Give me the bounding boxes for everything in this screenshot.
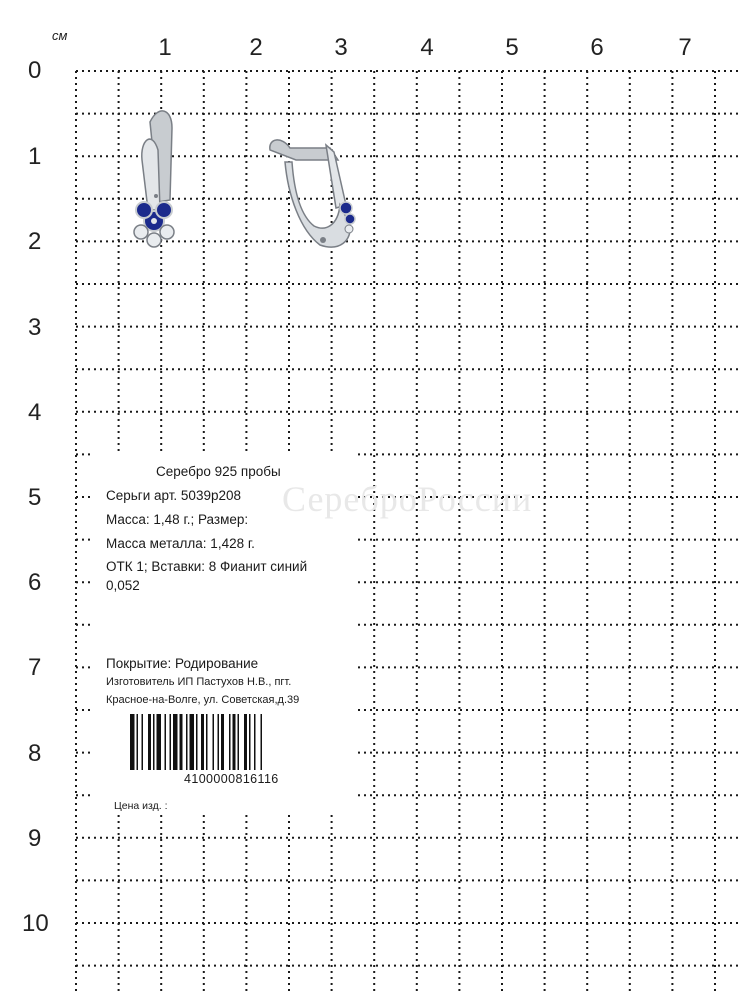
barcode-bar <box>153 714 155 770</box>
barcode-bar <box>130 714 135 770</box>
barcode-bar <box>221 714 224 770</box>
tag-inserts: ОТК 1; Вставки: 8 Фианит синий <box>106 559 308 574</box>
tag-maker-line2: Красное-на-Волге, ул. Советская,д.39 <box>106 694 300 706</box>
ruler-y-tick: 6 <box>28 569 42 596</box>
tag-article: Серьги арт. 5039р208 <box>106 488 241 503</box>
barcode-bar <box>190 714 195 770</box>
earring-front-view <box>134 111 174 247</box>
ruler-y-tick: 7 <box>28 654 42 681</box>
ruler-x-tick: 6 <box>590 34 604 61</box>
ruler-y-tick: 9 <box>28 825 42 852</box>
tag-title: Серебро 925 пробы <box>156 464 281 479</box>
barcode-bar <box>170 714 172 770</box>
barcode-bar <box>165 714 167 770</box>
tag-coating: Покрытие: Родирование <box>106 656 259 671</box>
ruler-x-tick: 1 <box>158 34 172 61</box>
barcode-bar <box>218 714 220 770</box>
watermark: СереброРоссии <box>282 479 533 519</box>
tag-metal-mass: Масса металла: 1,428 г. <box>106 536 255 551</box>
ruler-x-tick: 5 <box>505 34 519 61</box>
ruler-y-tick: 0 <box>28 57 42 84</box>
barcode-bar <box>254 714 256 770</box>
barcode-bar <box>249 714 251 770</box>
price-label: Цена изд. : <box>114 800 168 812</box>
earring-side-view <box>270 140 355 247</box>
barcode-bar <box>201 714 204 770</box>
barcode-bar <box>196 714 198 770</box>
barcode-bar <box>233 714 236 770</box>
barcode-bar <box>142 714 144 770</box>
barcode-bar <box>213 714 215 770</box>
barcode-bar <box>206 714 208 770</box>
barcode-bar <box>137 714 139 770</box>
barcode-bar <box>148 714 151 770</box>
tag-mass: Масса: 1,48 г.; Размер: <box>106 512 249 527</box>
barcode-bar <box>261 714 263 770</box>
unit-label: см <box>52 28 68 43</box>
barcode <box>130 714 348 770</box>
ruler-x-tick: 3 <box>334 34 348 61</box>
ruler-y-tick: 8 <box>28 740 42 767</box>
barcode-bar <box>180 714 183 770</box>
ruler-x-tick: 4 <box>420 34 434 61</box>
ruler-y-tick: 4 <box>28 399 42 426</box>
barcode-bar <box>173 714 178 770</box>
tag-maker-line1: Изготовитель ИП Пастухов Н.В., пгт. <box>106 676 292 688</box>
tag-insert-weight: 0,052 <box>106 578 140 593</box>
ruler-y-tick: 3 <box>28 314 42 341</box>
barcode-bar <box>244 714 247 770</box>
ruler-y-tick: 5 <box>28 484 42 511</box>
ruler-y-tick: 10 <box>22 910 49 937</box>
barcode-bar <box>229 714 231 770</box>
barcode-bar <box>186 714 188 770</box>
ruler-y-tick: 2 <box>28 228 42 255</box>
barcode-bar <box>238 714 240 770</box>
barcode-bar <box>157 714 162 770</box>
barcode-number: 4100000816116 <box>184 772 279 786</box>
ruler-y-tick: 1 <box>28 143 42 170</box>
ruler-x-tick: 2 <box>249 34 263 61</box>
ruler-x-tick: 7 <box>678 34 692 61</box>
